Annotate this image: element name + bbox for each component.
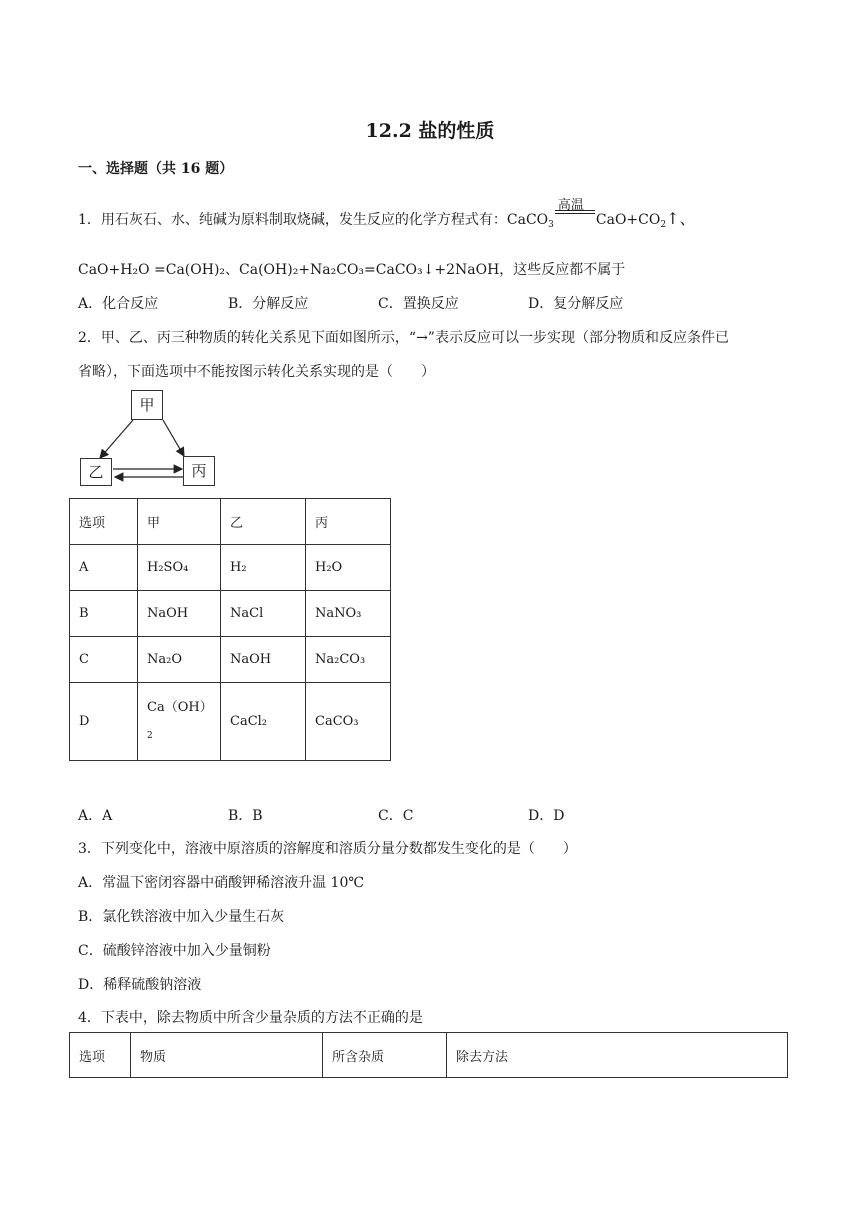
- table-cell: [138, 683, 221, 761]
- table-header-row: [70, 1033, 788, 1078]
- table-cell: Na₂O: [138, 637, 221, 683]
- q4-table: [69, 1032, 788, 1078]
- section-heading: 一、选择题（共 16 题）: [78, 161, 234, 177]
- q4-stem: 4．下表中，除去物质中所含少量杂质的方法不正确的是: [78, 1010, 423, 1026]
- q1-option-a: A．化合反应: [78, 296, 159, 312]
- header-cell: 丙: [306, 499, 391, 545]
- q2-option-c: C．C: [378, 808, 414, 824]
- q2-stem-line1: 2．甲、乙、丙三种物质的转化关系见下面如图所示，“→”表示反应可以一步实现（部分物质和反应条件已: [78, 330, 729, 346]
- q2-option-d: D．D: [528, 808, 565, 824]
- q1-option-d: D．复分解反应: [528, 296, 624, 312]
- q1-option-b: B．分解反应: [228, 296, 309, 312]
- condition-label: 高温: [557, 198, 584, 213]
- table-cell: NaOH: [221, 637, 306, 683]
- cell-main: Ca（OH）: [147, 699, 213, 715]
- table-cell: H₂O: [306, 545, 391, 591]
- conversion-diagram: [78, 388, 218, 488]
- q1-stem-line1: [78, 198, 696, 230]
- q1-prefix: 1．用石灰石、水、纯碱为原料制取烧碱，发生反应的化学方程式有：CaCO: [78, 212, 549, 228]
- q1-stem-line2: CaO+H₂O =Ca(OH)₂、Ca(OH)₂+Na₂CO₃=CaCO₃↓+2NaOH，这些反应都不属于: [78, 262, 626, 278]
- box-jia: 甲: [131, 390, 163, 420]
- table-row: [70, 637, 391, 683]
- q2-option-b: B．B: [228, 808, 263, 824]
- q1-sub3: 3: [548, 220, 554, 230]
- header-cell: 物质: [131, 1033, 323, 1078]
- table-header-row: [70, 499, 391, 545]
- q1-products: CaO+CO: [595, 212, 661, 228]
- table-cell: H₂: [221, 545, 306, 591]
- q1-option-c: C．置换反应: [378, 296, 459, 312]
- header-cell: 所含杂质: [323, 1033, 447, 1078]
- header-cell: 除去方法: [447, 1033, 788, 1078]
- table-cell: CaCO₃: [306, 683, 391, 761]
- table-cell: A: [70, 545, 138, 591]
- double-line-equals: [555, 210, 595, 214]
- arrow-jia-to-bing: [163, 420, 184, 456]
- high-temperature-condition: [555, 198, 595, 228]
- header-cell: 选项: [70, 499, 138, 545]
- table-cell: NaNO₃: [306, 591, 391, 637]
- table-row: [70, 545, 391, 591]
- arrow-jia-to-yi: [100, 420, 133, 458]
- table-row: [70, 591, 391, 637]
- page-title: 12.2 盐的性质: [365, 120, 495, 142]
- q3-choice-b: B．氯化铁溶液中加入少量生石灰: [78, 909, 285, 925]
- box-bing: 丙: [183, 456, 215, 486]
- q3-stem: 3．下列变化中，溶液中原溶质的溶解度和溶质分量分数都发生变化的是（ ）: [78, 841, 577, 857]
- table-cell: Na₂CO₃: [306, 637, 391, 683]
- table-row: [70, 683, 391, 761]
- box-yi: 乙: [80, 458, 112, 486]
- q2-options-table: [69, 498, 391, 761]
- q1-sub2: 2: [660, 220, 667, 230]
- header-cell: 乙: [221, 499, 306, 545]
- q3-choice-a: A．常温下密闭容器中硝酸钾稀溶液升温 10℃: [78, 875, 365, 891]
- header-cell: 甲: [138, 499, 221, 545]
- table-cell: C: [70, 637, 138, 683]
- table-cell: D: [70, 683, 138, 761]
- q2-option-a: A．A: [78, 808, 113, 824]
- table-cell: B: [70, 591, 138, 637]
- table-cell: NaCl: [221, 591, 306, 637]
- table-cell: H₂SO₄: [138, 545, 221, 591]
- q3-choice-d: D．稀释硫酸钠溶液: [78, 977, 202, 993]
- table-cell: NaOH: [138, 591, 221, 637]
- q3-choice-c: C．硫酸锌溶液中加入少量铜粉: [78, 943, 271, 959]
- cell-subscript: 2: [147, 730, 153, 741]
- table-cell: CaCl₂: [221, 683, 306, 761]
- q1-arrow: ↑、: [666, 209, 696, 228]
- q2-stem-line2: 省略），下面选项中不能按图示转化关系实现的是（ ）: [78, 364, 435, 380]
- header-cell: 选项: [70, 1033, 131, 1078]
